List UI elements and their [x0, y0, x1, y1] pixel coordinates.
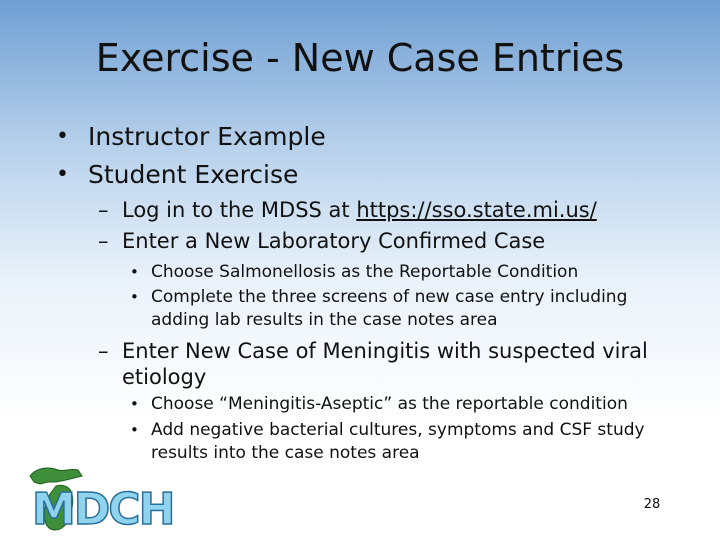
lab-case-text: Enter a New Laboratory Confirmed Case: [122, 229, 546, 253]
sub-item-text: Choose “Meningitis-Aseptic” as the reportable condition: [151, 394, 628, 414]
item-lab-case: [98, 229, 545, 253]
sub-item-complete-screens: [130, 286, 670, 332]
sub-item-text: Add negative bacterial cultures, symptoms and CSF study results into the case notes area: [151, 420, 645, 463]
bullet-icon: •: [56, 124, 69, 149]
dash-icon: –: [98, 229, 109, 253]
sub-item-text: Complete the three screens of new case entry including adding lab results in the case notes area: [151, 287, 628, 330]
bullet-instructor-example: [56, 122, 326, 151]
item-login: [98, 198, 597, 222]
bullet-student-exercise: [56, 160, 298, 189]
sub-item-negative-cultures: [130, 419, 690, 465]
logo-text: MDCH: [32, 484, 174, 534]
meningitis-text: Enter New Case of Meningitis with suspected viral etiology: [122, 339, 648, 389]
bullet-text: Instructor Example: [88, 122, 326, 151]
dash-icon: –: [98, 339, 109, 363]
bullet-icon: •: [130, 288, 139, 306]
slide-title: Exercise - New Case Entries: [95, 36, 625, 80]
bullet-text: Student Exercise: [88, 160, 299, 189]
page-number: 28: [643, 497, 661, 512]
sub-item-meningitis-aseptic: [130, 393, 690, 416]
sub-item-text: Choose Salmonellosis as the Reportable Condition: [151, 262, 579, 282]
bullet-icon: •: [130, 421, 139, 439]
sub-item-salmonellosis: [130, 261, 670, 284]
bullet-icon: •: [130, 263, 139, 281]
dash-icon: –: [98, 198, 109, 222]
mdss-link[interactable]: https://sso.state.mi.us/: [356, 198, 597, 222]
bullet-icon: •: [56, 162, 69, 187]
mdch-logo: [26, 462, 186, 534]
bullet-icon: •: [130, 395, 139, 413]
login-text: Log in to the MDSS at: [122, 198, 357, 222]
item-meningitis: [98, 338, 668, 390]
